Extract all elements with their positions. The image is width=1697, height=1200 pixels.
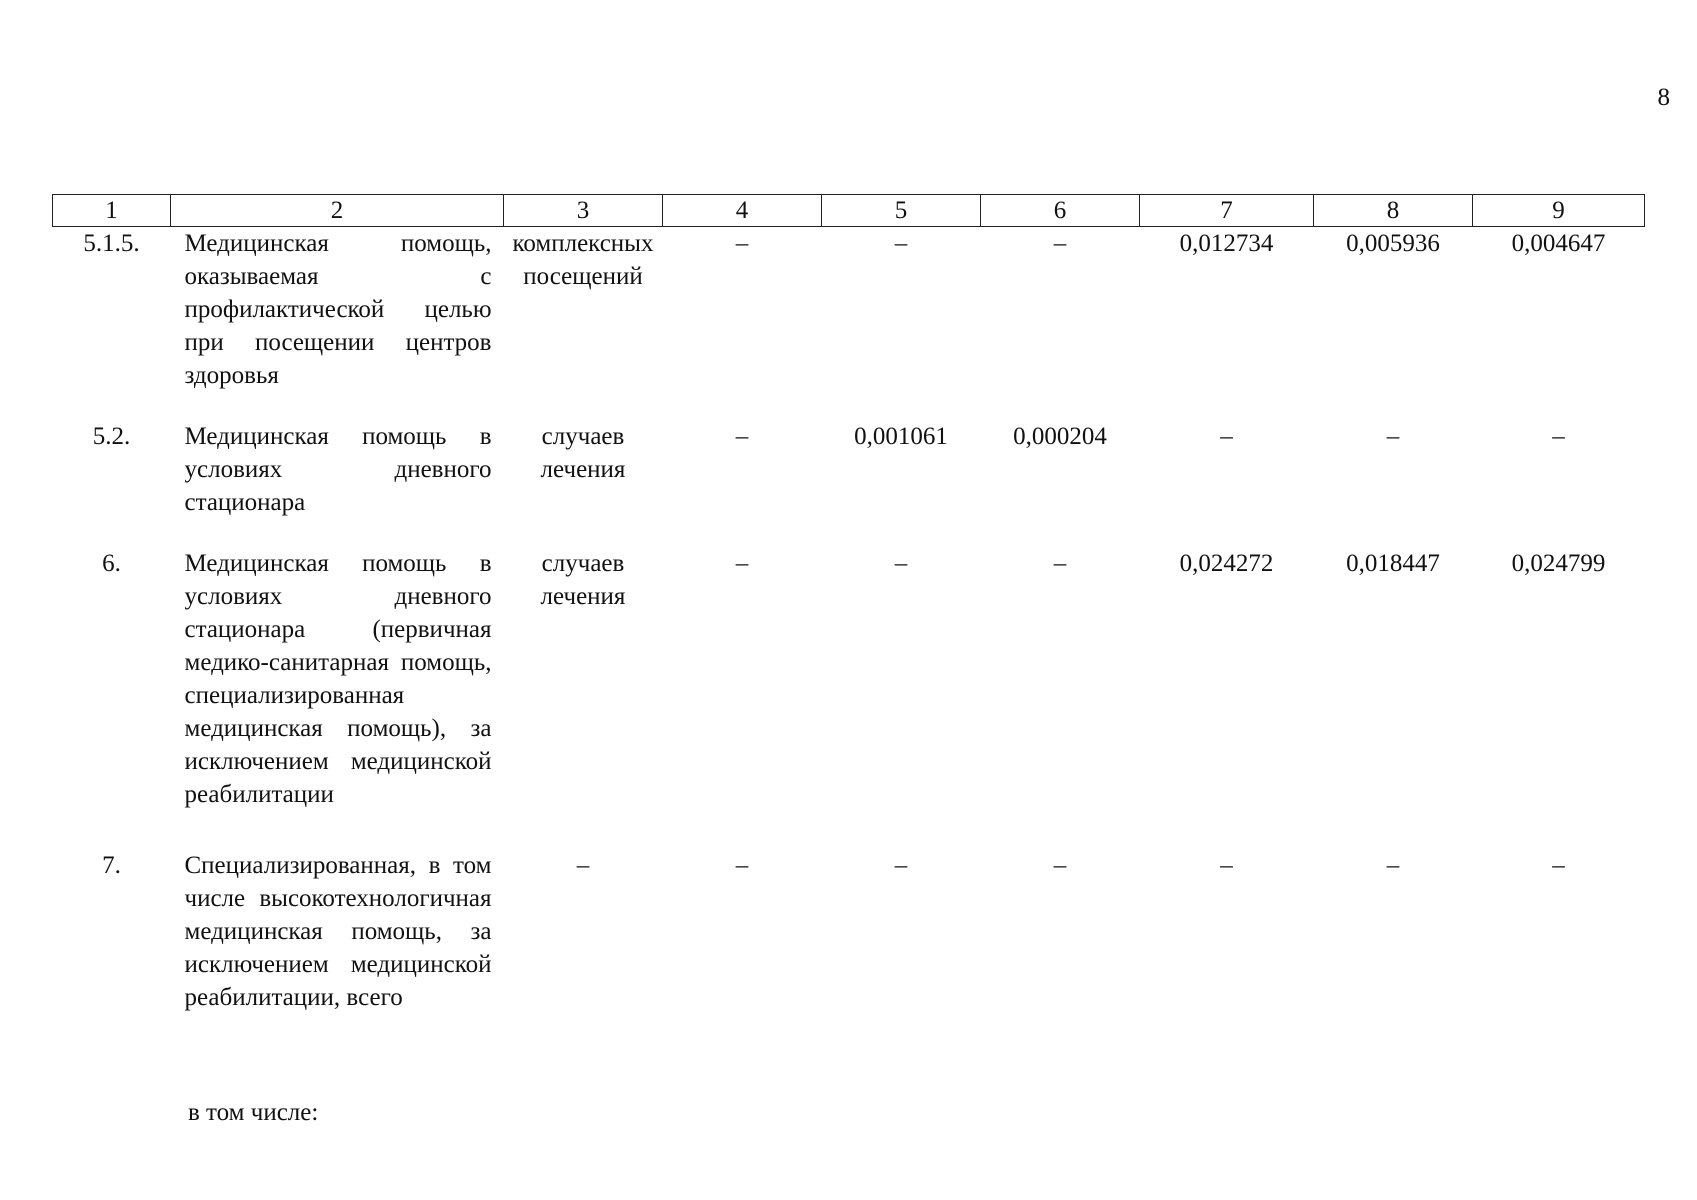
table-row [53,849,1645,1014]
row-value-col4: – [735,550,749,577]
row-code: 5.2. [92,423,131,450]
subsection-note: в том числе: [188,1099,319,1126]
row-spacer [53,392,1645,420]
table-row [53,227,1645,393]
row-unit: случаев лечения [540,423,626,483]
header-col-9: 9 [1473,195,1645,227]
row-code: 5.1.5. [83,230,140,257]
row-value-col5: – [894,550,908,577]
row-value-col6: 0,000204 [1013,423,1107,450]
row-value-col4: – [735,230,749,257]
table-header [53,195,1645,227]
header-col-6: 6 [981,195,1140,227]
header-col-1: 1 [53,195,171,227]
row-value-col8: – [1386,423,1400,450]
row-value-col9: 0,024799 [1511,550,1606,577]
row-value-col9: 0,004647 [1511,230,1606,257]
row-value-col7: – [1220,423,1233,450]
row-value-col7: – [1220,852,1233,879]
row-spacer [53,811,1645,849]
row-value-col6: – [1053,852,1067,879]
header-col-3: 3 [504,195,663,227]
document-table [52,194,1645,1014]
row-value-col4: – [735,852,749,879]
header-col-5: 5 [822,195,981,227]
row-value-col8: – [1386,852,1400,879]
page-number: 8 [1657,84,1670,111]
row-value-col9: – [1552,852,1565,879]
row-value-col6: – [1053,550,1067,577]
row-spacer [53,519,1645,547]
row-value-col4: – [735,423,749,450]
row-code: 6. [102,550,121,577]
header-col-7: 7 [1140,195,1314,227]
row-unit: случаев лечения [540,550,626,610]
row-value-col7: 0,012734 [1179,230,1274,257]
header-col-2: 2 [171,195,504,227]
row-value-col9: – [1552,423,1565,450]
row-value-col5: – [894,230,908,257]
row-name: Специализированная, в том числе высокотехнологичная медицинская помощь, за исключением медицинской реабилитации, всего [184,852,492,1011]
table-row [53,547,1645,811]
row-unit: комплексных посещений [512,230,654,290]
row-value-col5: – [894,852,908,879]
row-code: 7. [102,852,121,879]
row-name: Медицинская помощь, оказываемая с профилактической целью при посещении центров здоровья [184,230,492,389]
table-row [53,420,1645,519]
row-value-col8: 0,018447 [1346,550,1440,577]
header-col-8: 8 [1314,195,1473,227]
row-name: Медицинская помощь в условиях дневного стационара [184,423,492,516]
row-name: Медицинская помощь в условиях дневного стационара (первичная медико-санитарная помощь, специализированная медицинская помощь), за исключением медицинской реабилитации [184,550,492,808]
row-value-col8: 0,005936 [1346,230,1440,257]
row-value-col6: – [1053,230,1067,257]
header-col-4: 4 [663,195,822,227]
row-value-col5: 0,001061 [854,423,948,450]
row-unit: – [576,852,590,879]
document-table-container [52,194,1644,1014]
row-value-col7: 0,024272 [1179,550,1274,577]
